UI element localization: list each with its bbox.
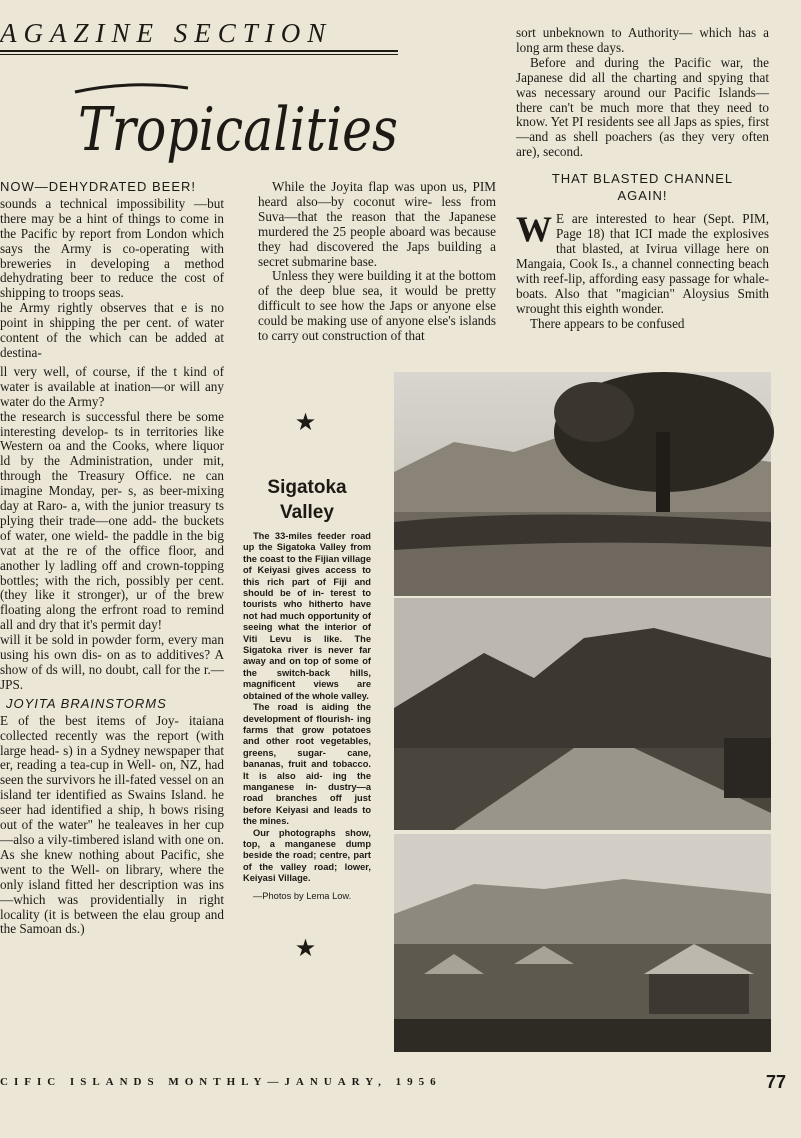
right-paragraph-1: sort unbeknown to Authority— which has a long arm these days. — [516, 25, 769, 55]
page-number: 77 — [766, 1072, 787, 1092]
blasted-channel-heading: THAT BLASTED CHANNEL AGAIN! — [551, 171, 734, 204]
left-paragraph-6: E of the best items of Joy- itaiana collected recently was the report (with large head- s) in a Sydney newspaper that er, reading a tea-cup in Well- on, NZ, had seen the survivors he ill-fated vessel on an island ter identified as Swains Island. he seer had identified a ship, h bows rising out of the water" he tealeaves in her cup—also a vily-timbered island with one on. As she knew nothing about Pacific, she went to the Well- on library, where the only island fitted her description was ins—which was providentially in right locality (it is between the elau group and the Samoan ds.) — [0, 712, 224, 937]
sidebar-paragraph-3: Our photographs show, top, a manganese dump beside the road; centre, part of the valley road; lower, Keiyasi Village. — [243, 827, 371, 884]
right-paragraph-4: There appears to be confused — [530, 315, 685, 331]
left-paragraph-3: ll very well, of course, if the t kind of water is available at ination—or will any water do the Army? — [0, 363, 224, 409]
magazine-section-masthead: AGAZINE SECTION — [0, 18, 333, 48]
keiyasi-village-photo — [394, 834, 771, 1052]
valley-road-photo — [394, 598, 771, 830]
dehydrated-beer-heading: NOW—DEHYDRATED BEER! — [0, 179, 196, 194]
left-paragraph-5: will it be sold in powder form, every man using his own dis- on as to additives? A show of ds will, no doubt, call for the r.—JPS. — [0, 632, 224, 692]
manganese-dump-photo — [394, 372, 771, 596]
photo-credit: —Photos by Lema Low. — [253, 890, 352, 901]
right-paragraph-2: Before and during the Pacific war, the Japanese did all the charting and spying that was necessary around our Pacific Islands—there can't be much more that they need to know. Yet PI residents see all Japs as spies, first—and as shell poachers (as they very often are), second. — [516, 54, 769, 160]
joyita-brainstorms-heading: JOYITA BRAINSTORMS — [6, 695, 167, 711]
right-column — [516, 26, 769, 331]
star-ornament-bottom: ★ — [294, 935, 317, 962]
sidebar-paragraph-1: The 33-miles feeder road up the Sigatoka Valley from the coast to the Fijian village of Keiyasi gives access to this rich part of Fiji and should be of in- terest to tourists who hitherto have not had much opportunity of seeing what the interior of Viti Levu is like. The Sigatoka river is never far away and on top of some of the switch-back hills, magnificent views are obtained of the whole valley. — [243, 531, 371, 701]
sidebar-paragraph-2: The road is aiding the development of flourish- ing farms that grow potatoes and other root vegetables, greens, sugar- cane, bananas, fruit and tobacco. It is also aid- ing the manganese in- dustry—a road branches off just before Keiyasi and leads to the mines. — [243, 702, 371, 827]
left-paragraph-4: the research is successful there be some interesting develop- ts in territories like Western oa and the Cooks, where liquor ld by the Administration, under mit, through the Treasury Office. ne can imagine Monday, per- s, as beer-mixing day at Raro- a, with the junior treasury ts plying their trade—one add- the buckets of water, one wield- the paddle in the big vat at the re of the office floor, and another ly ladling off and crown-topping bottles; with the rich, possibly per cent. (they like it stronger), ur of the brew floating along the erfront road to remind all and dry that it's permit day! — [0, 408, 224, 633]
left-paragraph-1: sounds a technical impossibility —but there may be a hint of things to come in the Pacific by report from London which says the Army is co-operating with breweries in developing a method dehydrating beer to reduce the cost of shipping to troops seas. — [0, 195, 224, 301]
drop-cap: W — [516, 209, 552, 250]
logo-lettering: Tropicalities — [78, 95, 398, 165]
left-column — [0, 180, 224, 937]
masthead-rule-thin — [0, 54, 398, 55]
masthead-rule — [0, 50, 398, 52]
star-ornament-top: ★ — [294, 409, 317, 436]
sigatoka-valley-title: Sigatoka Valley — [267, 477, 347, 523]
page-footer: CIFIC ISLANDS MONTHLY—JANUARY, 1956 — [0, 1076, 442, 1088]
right-paragraph-3: E are interested to hear (Sept. PIM, Page 18) that ICI made the explosives that blasted, at Ivirua village here on Mangaia, Cook Is., a channel connecting beach with reef-lip, affording easy passage for whale-boats. Also that "magician" Aloysius Smith wrought this eighth wonder. — [516, 211, 769, 316]
middle-paragraph-1: While the Joyita flap was upon us, PIM heard also—by coconut wire- less from Suva—that the reason that the Japanese murdered the 25 people aboard was because they had discovered the Japs building a secret submarine base. — [258, 179, 496, 269]
sigatoka-valley-sidebar — [243, 372, 393, 1052]
left-paragraph-2: he Army rightly observes that e is no point in shipping the per cent. of water content of the which can be added at destina- — [0, 300, 224, 360]
sidebar-text — [243, 531, 371, 902]
tropicalities-logo — [70, 70, 410, 170]
middle-paragraph-2: Unless they were building it at the bottom of the deep blue sea, it would be pretty difficult to see how the Japs or anyone else could be making use of anyone else's islands to carry out construction of that — [258, 268, 496, 344]
middle-column — [258, 180, 496, 344]
